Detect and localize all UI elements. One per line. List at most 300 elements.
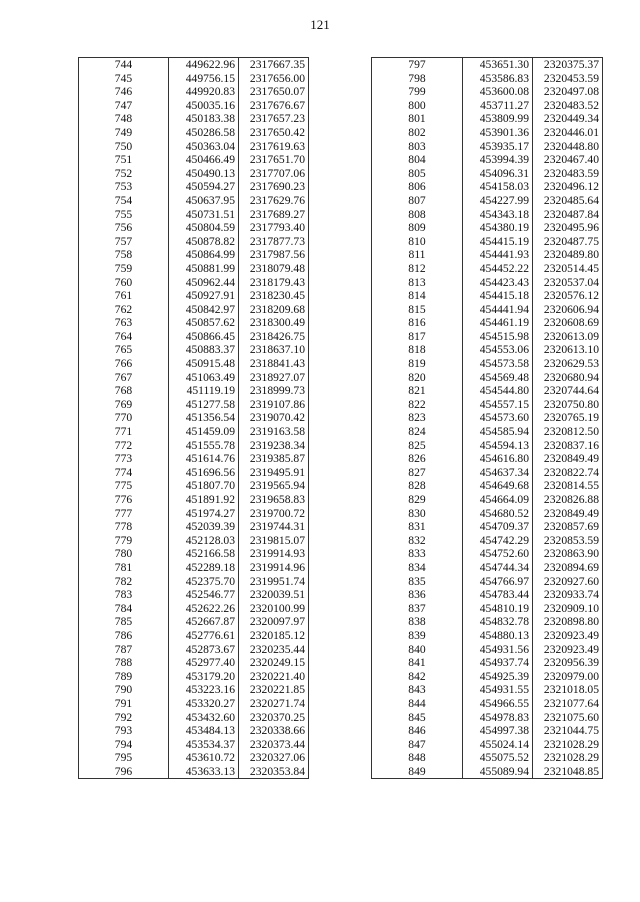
point-number: 763 [79, 316, 169, 330]
page-number: 121 [310, 17, 330, 32]
y-coordinate: 2318426.75 [239, 330, 309, 344]
x-coordinate: 452667.87 [169, 615, 239, 629]
x-coordinate: 454742.29 [463, 534, 533, 548]
x-coordinate: 450864.99 [169, 248, 239, 262]
table-row [372, 724, 603, 738]
table-row [79, 126, 309, 140]
table-row [79, 303, 309, 317]
table-row [79, 316, 309, 330]
table-row [79, 765, 309, 779]
point-number: 773 [79, 452, 169, 466]
point-number: 790 [79, 683, 169, 697]
y-coordinate: 2320373.44 [239, 738, 309, 752]
table-row [372, 697, 603, 711]
x-coordinate: 453994.39 [463, 153, 533, 167]
x-coordinate: 453534.37 [169, 738, 239, 752]
x-coordinate: 450878.82 [169, 235, 239, 249]
y-coordinate: 2319914.96 [239, 561, 309, 575]
x-coordinate: 454931.55 [463, 683, 533, 697]
table-row [79, 140, 309, 154]
y-coordinate: 2320927.60 [533, 575, 603, 589]
table-row [372, 711, 603, 725]
x-coordinate: 454585.94 [463, 425, 533, 439]
point-number: 823 [372, 411, 463, 425]
point-number: 792 [79, 711, 169, 725]
y-coordinate: 2317707.06 [239, 167, 309, 181]
point-number: 786 [79, 629, 169, 643]
point-number: 764 [79, 330, 169, 344]
point-number: 798 [372, 72, 463, 86]
table-row [372, 221, 603, 235]
x-coordinate: 453484.13 [169, 724, 239, 738]
table-row [79, 697, 309, 711]
point-number: 778 [79, 520, 169, 534]
table-row [79, 167, 309, 181]
point-number: 818 [372, 343, 463, 357]
x-coordinate: 449920.83 [169, 85, 239, 99]
y-coordinate: 2318079.48 [239, 262, 309, 276]
table-row [79, 235, 309, 249]
point-number: 833 [372, 547, 463, 561]
x-coordinate: 454637.34 [463, 466, 533, 480]
y-coordinate: 2320837.16 [533, 439, 603, 453]
coordinates-table-left [78, 57, 309, 779]
point-number: 796 [79, 765, 169, 779]
y-coordinate: 2317690.23 [239, 180, 309, 194]
table-row [372, 629, 603, 643]
x-coordinate: 451063.49 [169, 371, 239, 385]
y-coordinate: 2320894.69 [533, 561, 603, 575]
x-coordinate: 450866.45 [169, 330, 239, 344]
table-row [79, 289, 309, 303]
x-coordinate: 451277.58 [169, 398, 239, 412]
x-coordinate: 454766.97 [463, 575, 533, 589]
point-number: 820 [372, 371, 463, 385]
table-row [372, 316, 603, 330]
x-coordinate: 450594.27 [169, 180, 239, 194]
x-coordinate: 453711.27 [463, 99, 533, 113]
table-row [79, 153, 309, 167]
y-coordinate: 2320496.12 [533, 180, 603, 194]
table-row [372, 561, 603, 575]
y-coordinate: 2321077.64 [533, 697, 603, 711]
table-row [79, 85, 309, 99]
x-coordinate: 454569.48 [463, 371, 533, 385]
point-number: 753 [79, 180, 169, 194]
y-coordinate: 2320449.34 [533, 112, 603, 126]
x-coordinate: 454925.39 [463, 670, 533, 684]
table-row [79, 58, 309, 72]
table-row [372, 670, 603, 684]
y-coordinate: 2317877.73 [239, 235, 309, 249]
x-coordinate: 452128.03 [169, 534, 239, 548]
x-coordinate: 451614.76 [169, 452, 239, 466]
point-number: 842 [372, 670, 463, 684]
y-coordinate: 2320271.74 [239, 697, 309, 711]
table-row [372, 112, 603, 126]
y-coordinate: 2321028.29 [533, 751, 603, 765]
x-coordinate: 454380.19 [463, 221, 533, 235]
table-row [372, 602, 603, 616]
point-number: 761 [79, 289, 169, 303]
point-number: 806 [372, 180, 463, 194]
point-number: 748 [79, 112, 169, 126]
x-coordinate: 454680.52 [463, 507, 533, 521]
y-coordinate: 2320576.12 [533, 289, 603, 303]
x-coordinate: 454573.60 [463, 411, 533, 425]
table-row [372, 643, 603, 657]
y-coordinate: 2318209.68 [239, 303, 309, 317]
y-coordinate: 2317651.70 [239, 153, 309, 167]
point-number: 791 [79, 697, 169, 711]
x-coordinate: 450731.51 [169, 208, 239, 222]
point-number: 821 [372, 384, 463, 398]
x-coordinate: 453586.83 [463, 72, 533, 86]
y-coordinate: 2319385.87 [239, 452, 309, 466]
table-row [372, 180, 603, 194]
table-row [79, 439, 309, 453]
table-row [79, 575, 309, 589]
x-coordinate: 450183.38 [169, 112, 239, 126]
y-coordinate: 2319107.86 [239, 398, 309, 412]
x-coordinate: 451891.92 [169, 493, 239, 507]
point-number: 826 [372, 452, 463, 466]
y-coordinate: 2320100.99 [239, 602, 309, 616]
y-coordinate: 2320039.51 [239, 588, 309, 602]
table-row [372, 411, 603, 425]
point-number: 788 [79, 656, 169, 670]
table-row [79, 276, 309, 290]
table-row [372, 248, 603, 262]
point-number: 754 [79, 194, 169, 208]
table-row [372, 262, 603, 276]
y-coordinate: 2318927.07 [239, 371, 309, 385]
x-coordinate: 453320.27 [169, 697, 239, 711]
point-number: 784 [79, 602, 169, 616]
y-coordinate: 2319815.07 [239, 534, 309, 548]
point-number: 822 [372, 398, 463, 412]
point-number: 774 [79, 466, 169, 480]
y-coordinate: 2320375.37 [533, 58, 603, 72]
x-coordinate: 450466.49 [169, 153, 239, 167]
point-number: 824 [372, 425, 463, 439]
point-number: 845 [372, 711, 463, 725]
y-coordinate: 2319070.42 [239, 411, 309, 425]
y-coordinate: 2320446.01 [533, 126, 603, 140]
x-coordinate: 454158.03 [463, 180, 533, 194]
table-row [372, 575, 603, 589]
point-number: 785 [79, 615, 169, 629]
point-number: 807 [372, 194, 463, 208]
table-row [372, 140, 603, 154]
point-number: 827 [372, 466, 463, 480]
table-row [372, 153, 603, 167]
table-row [79, 534, 309, 548]
table-row [372, 656, 603, 670]
x-coordinate: 453600.08 [463, 85, 533, 99]
y-coordinate: 2320487.75 [533, 235, 603, 249]
point-number: 805 [372, 167, 463, 181]
point-number: 795 [79, 751, 169, 765]
table-row [372, 384, 603, 398]
x-coordinate: 454744.34 [463, 561, 533, 575]
y-coordinate: 2320822.74 [533, 466, 603, 480]
point-number: 848 [372, 751, 463, 765]
table-row [79, 751, 309, 765]
table-row [79, 72, 309, 86]
y-coordinate: 2320537.04 [533, 276, 603, 290]
table-row [372, 235, 603, 249]
point-number: 770 [79, 411, 169, 425]
y-coordinate: 2320849.49 [533, 507, 603, 521]
y-coordinate: 2317667.35 [239, 58, 309, 72]
y-coordinate: 2320249.15 [239, 656, 309, 670]
x-coordinate: 453651.30 [463, 58, 533, 72]
point-number: 747 [79, 99, 169, 113]
x-coordinate: 455089.94 [463, 765, 533, 779]
y-coordinate: 2320338.66 [239, 724, 309, 738]
x-coordinate: 454783.44 [463, 588, 533, 602]
table-row [372, 357, 603, 371]
point-number: 787 [79, 643, 169, 657]
x-coordinate: 449756.15 [169, 72, 239, 86]
point-number: 838 [372, 615, 463, 629]
y-coordinate: 2317656.00 [239, 72, 309, 86]
y-coordinate: 2321075.60 [533, 711, 603, 725]
y-coordinate: 2320495.96 [533, 221, 603, 235]
x-coordinate: 454096.31 [463, 167, 533, 181]
y-coordinate: 2318637.10 [239, 343, 309, 357]
point-number: 765 [79, 343, 169, 357]
y-coordinate: 2317657.23 [239, 112, 309, 126]
y-coordinate: 2320814.55 [533, 479, 603, 493]
point-number: 799 [372, 85, 463, 99]
table-row [79, 371, 309, 385]
point-number: 803 [372, 140, 463, 154]
x-coordinate: 454664.09 [463, 493, 533, 507]
x-coordinate: 451807.70 [169, 479, 239, 493]
x-coordinate: 452776.61 [169, 629, 239, 643]
table-row [372, 85, 603, 99]
x-coordinate: 450842.97 [169, 303, 239, 317]
x-coordinate: 454544.80 [463, 384, 533, 398]
y-coordinate: 2320680.94 [533, 371, 603, 385]
table-row [372, 126, 603, 140]
table-row [372, 72, 603, 86]
y-coordinate: 2320849.49 [533, 452, 603, 466]
y-coordinate: 2320826.88 [533, 493, 603, 507]
table-row [79, 493, 309, 507]
x-coordinate: 450883.37 [169, 343, 239, 357]
y-coordinate: 2320898.80 [533, 615, 603, 629]
point-number: 758 [79, 248, 169, 262]
y-coordinate: 2320765.19 [533, 411, 603, 425]
y-coordinate: 2317650.42 [239, 126, 309, 140]
point-number: 766 [79, 357, 169, 371]
point-number: 782 [79, 575, 169, 589]
point-number: 817 [372, 330, 463, 344]
point-number: 804 [372, 153, 463, 167]
y-coordinate: 2320370.25 [239, 711, 309, 725]
y-coordinate: 2320221.85 [239, 683, 309, 697]
point-number: 757 [79, 235, 169, 249]
x-coordinate: 454227.99 [463, 194, 533, 208]
x-coordinate: 450363.04 [169, 140, 239, 154]
x-coordinate: 454752.60 [463, 547, 533, 561]
table-row [79, 724, 309, 738]
table-row [79, 588, 309, 602]
table-row [79, 711, 309, 725]
table-row [372, 425, 603, 439]
table-row [372, 765, 603, 779]
point-number: 769 [79, 398, 169, 412]
x-coordinate: 454343.18 [463, 208, 533, 222]
point-number: 772 [79, 439, 169, 453]
point-number: 794 [79, 738, 169, 752]
point-number: 810 [372, 235, 463, 249]
point-number: 771 [79, 425, 169, 439]
point-number: 779 [79, 534, 169, 548]
y-coordinate: 2319700.72 [239, 507, 309, 521]
table-row [79, 398, 309, 412]
point-number: 746 [79, 85, 169, 99]
y-coordinate: 2320485.64 [533, 194, 603, 208]
x-coordinate: 454515.98 [463, 330, 533, 344]
y-coordinate: 2320606.94 [533, 303, 603, 317]
point-number: 839 [372, 629, 463, 643]
y-coordinate: 2320812.50 [533, 425, 603, 439]
point-number: 776 [79, 493, 169, 507]
x-coordinate: 454649.68 [463, 479, 533, 493]
point-number: 759 [79, 262, 169, 276]
table-row [79, 602, 309, 616]
point-number: 831 [372, 520, 463, 534]
point-number: 762 [79, 303, 169, 317]
point-number: 783 [79, 588, 169, 602]
y-coordinate: 2320221.40 [239, 670, 309, 684]
table-row [79, 357, 309, 371]
point-number: 809 [372, 221, 463, 235]
y-coordinate: 2317676.67 [239, 99, 309, 113]
table-row [372, 371, 603, 385]
x-coordinate: 450286.58 [169, 126, 239, 140]
x-coordinate: 453179.20 [169, 670, 239, 684]
x-coordinate: 454415.19 [463, 235, 533, 249]
y-coordinate: 2320857.69 [533, 520, 603, 534]
x-coordinate: 451119.19 [169, 384, 239, 398]
x-coordinate: 454880.13 [463, 629, 533, 643]
y-coordinate: 2319951.74 [239, 575, 309, 589]
point-number: 768 [79, 384, 169, 398]
table-row [372, 194, 603, 208]
x-coordinate: 454415.18 [463, 289, 533, 303]
table-row [372, 615, 603, 629]
point-number: 812 [372, 262, 463, 276]
table-row [79, 656, 309, 670]
point-number: 751 [79, 153, 169, 167]
point-number: 835 [372, 575, 463, 589]
y-coordinate: 2318999.73 [239, 384, 309, 398]
y-coordinate: 2320514.45 [533, 262, 603, 276]
point-number: 745 [79, 72, 169, 86]
y-coordinate: 2320483.52 [533, 99, 603, 113]
x-coordinate: 453223.16 [169, 683, 239, 697]
table-row [79, 670, 309, 684]
y-coordinate: 2320863.90 [533, 547, 603, 561]
y-coordinate: 2321018.05 [533, 683, 603, 697]
x-coordinate: 452166.58 [169, 547, 239, 561]
table-row [372, 493, 603, 507]
x-coordinate: 450035.16 [169, 99, 239, 113]
x-coordinate: 451696.56 [169, 466, 239, 480]
y-coordinate: 2319163.58 [239, 425, 309, 439]
table-row [79, 466, 309, 480]
y-coordinate: 2318179.43 [239, 276, 309, 290]
table-row [79, 248, 309, 262]
table-row [79, 479, 309, 493]
table-row [79, 99, 309, 113]
y-coordinate: 2320853.59 [533, 534, 603, 548]
y-coordinate: 2320097.97 [239, 615, 309, 629]
y-coordinate: 2320933.74 [533, 588, 603, 602]
x-coordinate: 450637.95 [169, 194, 239, 208]
x-coordinate: 454553.06 [463, 343, 533, 357]
y-coordinate: 2320489.80 [533, 248, 603, 262]
y-coordinate: 2317793.40 [239, 221, 309, 235]
y-coordinate: 2319495.91 [239, 466, 309, 480]
y-coordinate: 2321044.75 [533, 724, 603, 738]
table-row [79, 561, 309, 575]
x-coordinate: 454594.13 [463, 439, 533, 453]
table-row [372, 751, 603, 765]
point-number: 811 [372, 248, 463, 262]
point-number: 800 [372, 99, 463, 113]
table-row [372, 507, 603, 521]
point-number: 847 [372, 738, 463, 752]
table-row [79, 507, 309, 521]
x-coordinate: 451459.09 [169, 425, 239, 439]
x-coordinate: 452622.26 [169, 602, 239, 616]
point-number: 815 [372, 303, 463, 317]
table-row [79, 738, 309, 752]
point-number: 843 [372, 683, 463, 697]
point-number: 829 [372, 493, 463, 507]
x-coordinate: 454616.80 [463, 452, 533, 466]
point-number: 801 [372, 112, 463, 126]
point-number: 814 [372, 289, 463, 303]
y-coordinate: 2320613.10 [533, 343, 603, 357]
table-row [79, 384, 309, 398]
point-number: 828 [372, 479, 463, 493]
x-coordinate: 450927.91 [169, 289, 239, 303]
y-coordinate: 2320327.06 [239, 751, 309, 765]
x-coordinate: 452546.77 [169, 588, 239, 602]
x-coordinate: 452977.40 [169, 656, 239, 670]
x-coordinate: 453935.17 [463, 140, 533, 154]
point-number: 840 [372, 643, 463, 657]
coordinates-table-right [371, 57, 603, 779]
point-number: 767 [79, 371, 169, 385]
point-number: 808 [372, 208, 463, 222]
table-row [372, 343, 603, 357]
table-row [79, 180, 309, 194]
x-coordinate: 451356.54 [169, 411, 239, 425]
point-number: 849 [372, 765, 463, 779]
x-coordinate: 452289.18 [169, 561, 239, 575]
x-coordinate: 454461.19 [463, 316, 533, 330]
table-row [372, 208, 603, 222]
point-number: 846 [372, 724, 463, 738]
